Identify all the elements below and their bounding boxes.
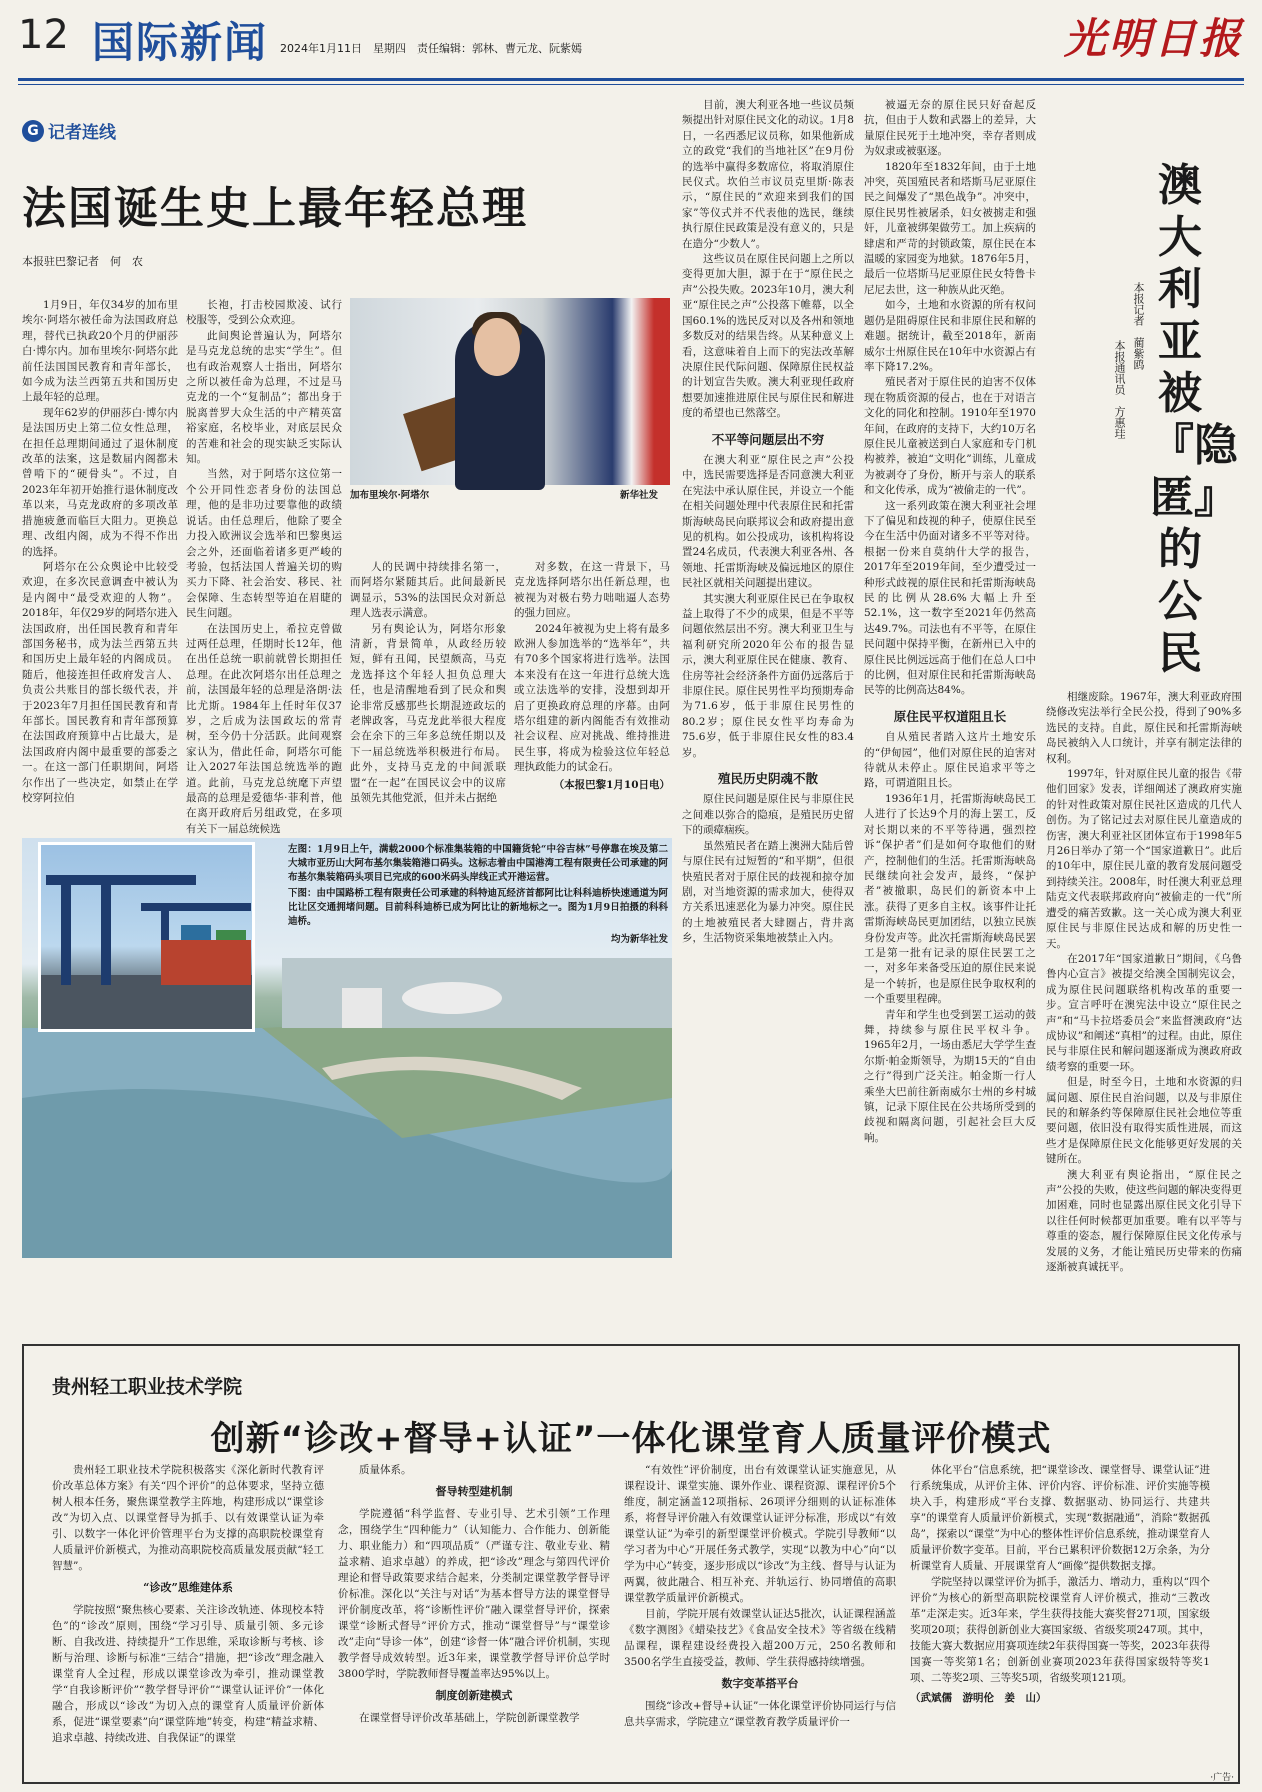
g-logo-icon: G	[22, 120, 44, 142]
paragraph: 1月9日，年仅34岁的加布里埃尔·阿塔尔被任命为法国政府总理，替代已执政20个月的伊丽莎白·博尔内。加布里埃尔·阿塔尔此前任法国国民教育和青年部长，如今成为法兰西第五共和国历史上最年轻的总理。	[22, 299, 178, 404]
paragraph: 虽然殖民者在踏上澳洲大陆后曾与原住民有过短暂的“和平期”，但很快殖民者对于原住民的歧视和掠夺加剧，对当地资源的需求加大，使得双方关系迅速恶化为暴力冲突。原住民的土地被殖民者大肆圈占，背井离乡，生活物资采集地被禁止入内。	[682, 839, 854, 945]
port-inset-photo	[38, 842, 255, 1032]
paragraph: 这一系列政策在澳大利亚社会埋下了偏见和歧视的种子，使原住民至今在生活中仍面对诸多不平等对待。根据一份来自莫纳什大学的报告，2017年至2019年间，至少遭受过一种形式歧视的原住民和托雷斯海峡岛民的比例从28.6%大幅上升至52.1%，这一数字至2021年仍然高达49.7%。司法也有不平等，在原住民问题中保持平衡，在新州已入中的原住民比例远远高于他们在总人口中的比例，但对原住民和托雷斯海峡岛民等的比例高达84%。	[864, 499, 1036, 697]
paragraph: 原住民问题是原住民与非原住民之间难以弥合的隐痕，是殖民历史留下的顽瘴痼疾。	[682, 793, 854, 837]
newspaper-logo: 光明日报	[1063, 14, 1244, 63]
caption-below: 下图：由中国路桥工程有限责任公司承建的科特迪瓦经济首都阿比让科科迪桥快速通道为阿比让区交通拥堵问题。目前科科迪桥已成为阿比让的新地标之一。图为1月9日拍摄的科科迪桥。	[288, 888, 669, 927]
ad-school-name: 贵州轻工职业技术学院	[52, 1376, 243, 1398]
article1-column-1	[22, 298, 178, 828]
subheading-colonial: 殖民历史阴魂不散	[717, 771, 818, 787]
ad-headline: 创新“诊改+督导+认证”一体化课堂育人质量评价模式	[210, 1419, 1052, 1459]
paragraph: 长袍，打击校园欺凌、试行校服等，受到公众欢迎。	[186, 299, 342, 327]
article1-column-2	[186, 298, 342, 835]
paragraph: 另有舆论认为，阿塔尔形象清新，背景简单，从政经历较短，鲜有丑闻，民望颇高，马克龙选择这个年轻人担负总理大任，也是清醒地看到了民众和舆论非常反感那些长期混迹政坛的老牌政客，马克龙此举很大程度会在余下的三年多总统任期以及下一届总统选举积极进行布局。此外，支持马克龙的中间派联盟“在一起”在国民议会中的议席虽领先其他党派，但并未占据绝	[350, 622, 506, 805]
paragraph: 对多数，在这一背景下，马克龙选择阿塔尔出任新总理，也被视为对极右势力咄咄逼人态势的强力回应。	[514, 561, 670, 620]
photo-credit: 新华社发	[620, 490, 659, 501]
paragraph: 学院遵循“科学监督、专业引导、艺术引领”工作理念，围绕学生“四种能力”（认知能力、合作能力、创新能力、职业能力）和“四项品质”（严谨专注、敬业专业、精益求精、追求卓越）的养成，把“诊改”理念与第四代评价理论和督导政策要求结合起来，分类制定课堂教学督导评价标准。深化以“关注与对话”为基本督导方法的课堂督导评价制度改革，将“诊断性评价”融入课堂督导评价，探索课堂“诊断式督导”评价方式，推动“课堂督导”与“课堂诊改”走向“导诊一体”，创建“诊督一体”融合评价机制，实现教学督导成效转型。近3年来，课堂教学督导评价总学时3800学时，学院教师督导覆盖率达95%以上。	[338, 1508, 610, 1680]
paragraph: “有效性”评价制度，出台有效课堂认证实施意见，从课程设计、课堂实施、课外作业、课程资源、课程评价5个维度，制定涵盖12项指标、26项评分细则的认证标准体系，将督导评价融入有效课堂认证评分标准，形成以“有效课堂认证”为牵引的新型课堂评价模式。学院引导教师“以学习者为中心”开展任务式教学，实现“以教为中心”向“以学为中心”转变，逐步形成以“诊改”为主线、督导与认证为两翼，彼此融合、相互补充、并轨运行、协同增值的高职课堂教学质量评价新模式。	[624, 1464, 896, 1604]
ad-column-1	[52, 1462, 324, 1772]
article2-byline-1: 本报记者 蔺紫鸥	[1132, 282, 1145, 370]
paragraph: 现年62岁的伊丽莎白·博尔内是法国历史上第二位女性总理，在担任总理期间通过了退休制度改革的法案，这是数届内阁都未曾啃下的“硬骨头”。不过，自2023年年初开始推行退休制度改革以来，马克龙政府的多项改革措施疲惫而临巨大阻力。更换总理、改组内阁，成为不得不作出的选择。	[22, 406, 178, 558]
subheading-inequality: 不平等问题层出不穷	[711, 431, 825, 447]
paragraph: 如今，土地和水资源的所有权问题仍是阻碍原住民和非原住民和解的难题。据统计，截至2018年，新南威尔士州原住民在10年中水资源占有率下降17.2%。	[864, 299, 1036, 373]
article-dateline: （本报巴黎1月10日电）	[553, 778, 670, 791]
article2-column-b	[864, 98, 1036, 1328]
ad-mark: ·广告·	[1210, 1773, 1234, 1783]
article-headline: 法国诞生史上最年轻总理	[22, 183, 528, 234]
paragraph: 质量体系。	[359, 1464, 412, 1476]
person-face	[474, 318, 520, 376]
paragraph: 但是，时至今日，土地和水资源的归属问题、原住民自治问题，以及与非原住民的和解条约等保障原住民社会地位等重要问题，依旧没有取得实质性进展，而这些才是保障原住民文化能够更好发展的关键所在。	[1046, 1076, 1242, 1166]
paragraph: 学院按照“聚焦核心要素、关注诊改轨迹、体现校本特色”的“诊改”原则，围绕“学习引导、质量引领、多元诊断、自我改进、持续提升”工作思维，采取诊断与考核、诊断与治理、诊断与标准“三结合”措施，把“诊改”理念融入课堂育人全过程，形成以课堂诊改为牵引，推动课堂教学“自我诊断评价”“教学督导评价”“课堂认证评价”一体化融合，形成以“诊改”为切入点的课堂育人质量评价新体系，促进“课堂要素”向“课堂阵地”转变，构建“精益求精、追求卓越、持续改进、自我保证”的课堂	[52, 1604, 324, 1744]
paragraph: 目前，澳大利亚各地一些议员频频提出针对原住民文化的动议。1月8日，一名西悉尼议员称，如果他新成立的政党“我们的当地社区”在9月份的选举中赢得多数席位，将取消原住民仪式。坎伯兰市议员克里斯·陈表示，“原住民的”欢迎来到我们的国家”等仪式并不代表他的选民，继续执行原住民政策是没有意义的，只是在造分“少数人”。	[682, 99, 854, 250]
subheading-equality: 原住民平权道阻且长	[893, 708, 1007, 724]
article2-column-c	[1046, 690, 1242, 1330]
page-number: 12	[18, 12, 69, 58]
column-tag-label: 记者连线	[48, 123, 116, 143]
ad-sub-4: 数字变革搭平台	[721, 1677, 799, 1690]
ad-sub-2: 督导转型建机制	[435, 1485, 513, 1498]
paragraph: 这些议员在原住民问题上之所以变得更加大胆，源于在于“原住民之声”公投失败。2023年10月，澳大利亚“原住民之声”公投落下帷幕，以全国60.1%的选民反对以及各州和领地多数反对的结果告终。从某种意义上看，这意味着自上而下的宪法改革解决原住民代际问题、保障原住民权益的计划宣告失败。澳大利亚现任政府想要加速推进原住民与原住民和解进度的希望也已然落空。	[682, 253, 854, 420]
paragraph: 自从殖民者踏入这片土地安乐的“伊甸园”，他们对原住民的迫害对待就从未停止。原住民追求平等之路，可谓道阻且长。	[864, 731, 1036, 790]
paragraph: 体化平台”信息系统，把“课堂诊改、课堂督导、课堂认证”进行系统集成，从评价主体、评价内容、评价标准、评价实施等模块入手，构建形成“平台支撑、数据驱动、协同运行、共建共享”的课堂育人质量评价新模式，实现“数据融通”，消除“数据孤岛”，探索以“课堂”为中心的整体性评价信息系统，推动课堂育人质量评价数字变革。目前，平台已累积评价数据12万余条，为分析课堂育人质量、开展课堂育人“画像”提供数据支撑。	[910, 1464, 1210, 1572]
paragraph: 1936年1月，托雷斯海峡岛民工人进行了长达9个月的海上罢工，反对长期以来的不平等待遇，强烈控诉“保护者”们是如何夺取他们的财产，控制他们的生活。托雷斯海峡岛民继续向社会发声，最终，“保护者”被撤职，岛民们的新资本中上涨。获得了更多自主权。该事件让托雷斯海峡岛民更加团结，以独立民族身份发声等。此次托雷斯海峡岛民罢工是第一批有记录的原住民罢工之一，对多年来备受压迫的原住民来说是一个转折，也是原住民争取权利的一个重要里程碑。	[864, 792, 1036, 1006]
paragraph: 殖民者对于原住民的迫害不仅体现在物质资源的侵占，也在于对语言文化的同化和控制。1910年至1970年间，在政府的支持下，大约10万名原住民儿童被送到白人家庭和专门机构被养，被迫“文明化”训练，儿童成为被剥夺了身份，断开与亲人的联系和文化传承，成为“被偷走的一代”。	[864, 376, 1036, 497]
article2-byline-2: 本报通讯员 方惠珪	[1113, 340, 1126, 439]
ad-column-2	[338, 1462, 610, 1772]
paragraph: 相继废除。1967年，澳大利亚政府围绕修改宪法举行全民公投，得到了90%多选民的支持。自此，原住民和托雷斯海峡岛民被纳入人口统计，并享有制定法律的权利。	[1046, 691, 1242, 765]
paragraph: 被逼无奈的原住民只好奋起反抗，但由于人数和武器上的差异，大量原住民死于土地冲突，幸存者则成为奴隶或被驱逐。	[864, 99, 1036, 158]
paragraph: 1820年至1832年间，由于土地冲突，英国殖民者和塔斯马尼亚原住民之间爆发了“黑色战争”。冲突中，原住民男性被屠杀，妇女被掳走和强奸，儿童被绑架做劳工。加上疾病的肆虐和严苛的封锁政策，原住民在本温暖的家园变为地狱。1876年5月，最后一位塔斯马尼亚原住民女特鲁卡尼尼去世，这一种族从此灭绝。	[864, 160, 1036, 296]
paragraph: 其实澳大利亚原住民已在争取权益上取得了不少的成果，但是不平等问题依然层出不穷。澳大利亚卫生与福利研究所2020年公布的报告显示，澳大利亚原住民在健康、教育、住房等社会经济条件方面仍远落后于非原住民。原住民男性平均预期寿命为71.6岁，低于非原住民男性的80.2岁；原住民女性平均寿命为75.6岁，低于非原住民女性的83.4岁。	[682, 592, 854, 759]
header-rule	[18, 78, 1244, 81]
paragraph: 在澳大利亚“原住民之声”公投中，选民需要选择是否同意澳大利亚在宪法中承认原住民，并设立一个能在相关问题处理中代表原住民和托雷斯海峡岛民向联邦议会和政府提出意见的机构。如公投成功，该机构将设置24名成员，代表澳大利亚各州、各领地、托雷斯海峡及偏远地区的原住民社区就相关问题提出建议。	[682, 453, 854, 590]
article-byline: 本报驻巴黎记者 何 农	[22, 255, 143, 268]
article2-column-a	[682, 98, 854, 1328]
section-title: 国际新闻	[92, 18, 269, 67]
header-rule-thin	[18, 84, 1244, 85]
article1-column-3	[350, 560, 506, 828]
article1-column-4	[514, 560, 670, 828]
paragraph: 阿塔尔在公众舆论中比较受欢迎，在多次民意调查中被认为是内阁中“最受欢迎的人物”。2018年，年仅29岁的阿塔尔进入法国政府，出任国民教育和青年部国务秘书，成为法兰西第五共和国历史上最年轻的内阁成员。随后，他接连担任政府发言人、负责公共账目的部长级代表，并于2023年7月担任国民教育和青年部长。国民教育和青年部预算在法国政府预算中占比最大，是法国政府内阁中最重要的部委之一。在这一部门任职期间，阿塔尔作出了一些决定，如禁止在学校穿阿拉伯	[22, 560, 178, 804]
paragraph: 目前，学院开展有效课堂认证达5批次，认证课程涵盖《数字测图》《蜡染技艺》《食品安全技术》等省级在线精品课程，课程建设经费投入超200万元，250名教师和3500名学生直接受益，教师、学生获得感持续增强。	[624, 1608, 896, 1668]
paragraph: 学院坚持以课堂评价为抓手，激活力、增动力，重构以“四个评价”为核心的新型高职院校课堂育人评价模式，推动“三教改革”走深走实。近3年来，学生获得技能大赛奖督271项，国家级奖项20项；获得创新创业大赛国家级、省级奖项247项。其中，技能大赛大数据应用赛项连续2年获得国赛一等奖，2023年获得国赛一等奖第1名；创新创业赛项2023年获得国家级特等奖1项、二等奖2项、三等奖5项，省级奖项121项。	[910, 1576, 1210, 1684]
paragraph: 贵州轻工职业技术学院积极落实《深化新时代教育评价改革总体方案》有关“四个评价”的总体要求，坚持立德树人根本任务，聚焦课堂教学主阵地，构建形成以“课堂诊改”为切入点、以课堂督导为抓手、以有效课堂认证为牵引、以数字一体化评价管理平台为支撑的高职院校课堂育人质量评价新模式，为推动高职院校高质量发展贡献“轻工智慧”。	[52, 1464, 324, 1572]
caption-left: 左图：1月9日上午，满载2000个标准集装箱的中国籍货轮“中谷吉林”号停靠在埃及第二大城市亚历山大阿布基尔集装箱港口码头。这标志着由中国港湾工程有限责任公司承建的阿布基尔集装箱码头项目已完成的600米码头岸线正式开港运营。	[288, 844, 669, 883]
portrait-photo	[350, 298, 670, 485]
port-cranes	[41, 845, 252, 1029]
paragraph: 澳大利亚有舆论指出，“原住民之声”公投的失败，使这些问题的解决变得更加困难，同时也显露出原住民文化引导下以往任何时候都更加重要。唯有以平等与尊重的姿态，履行保障原住民文化传承与发展的义务，才能让殖民历史带来的伤痛逐渐被真诚抚平。	[1046, 1168, 1242, 1274]
paragraph: 在法国历史上，希拉克曾做过两任总理，任期时长12年，他在出任总统一职前就曾长期担任总理。在此次阿塔尔出任总理之前，法国最年轻的总理是洛朗·法比尤斯。1984年上任时年仅37岁，之后成为法国政坛的常青树，至今仍十分活跃。此间观察家认为，借此任命，阿塔尔可能让入2027年法国总统选举的跑道。此前，马克龙总统麾下声望最高的总理是爱德华·菲利普，他在离开政府后另组政党，在多项有关下一届总统候选	[186, 622, 342, 835]
caption-credit: 均为新华社发	[610, 934, 668, 945]
column-tag	[22, 118, 116, 143]
paragraph: 2024年被视为史上将有最多欧洲人参加选举的“选举年”，共有70多个国家将进行选举。法国本来没有在这一年进行总统大选或立法选举的安排，没想到却开启了更换政府总理的序幕。由阿塔尔组建的新内阁能否有效推动社会议程、应对挑战、维持推进民生事，将成为检验这位年轻总理执政能力的试金石。	[514, 622, 670, 774]
paragraph: 1997年，针对原住民儿童的报告《带他们回家》发表，详细阐述了澳政府实施的针对性政策对原住民社区造成的几代人创伤。为了铭记过去对原住民儿童造成的伤害，澳大利亚社区团体宣布于1998年5月26日举办了第一个“国家道歉日”。此后的10年中，原住民儿童的教育发展问题受到持续关注。2008年，时任澳大利亚总理陆克文代表联邦政府向“被偷走的一代”所遭受的痛苦致歉。这一关心成为澳大利亚原住民与非原住民达成和解的历史性一天。	[1046, 768, 1242, 950]
ad-sub-3: 制度创新建模式	[435, 1689, 513, 1702]
paragraph: 在2017年“国家道歉日”期间，《乌鲁鲁内心宣言》被提交给澳全国制宪议会，成为原住民问题联络机构改革的重要一步。宣言呼吁在澳宪法中设立“原住民之声”和“马卡拉塔委员会”来监督澳政府“达成协议”和阐述“真相”的过程。由此，原住民与非原住民和解问题逐渐成为澳政府政绩考察的重要一环。	[1046, 952, 1242, 1073]
paragraph: 当然，对于阿塔尔这位第一个公开同性恋者身份的法国总理，他的是非功过要靠他的政绩说话。由任总理后，他除了要全力投入欧洲议会选举和巴黎奥运会之外，还面临着诸多更严峻的考验，包括法国人普遍关切的购买力下降、社会治安、移民、社会保障、生态转型等迫在眉睫的民生问题。	[186, 468, 342, 620]
ad-signature: （武斌儒 游明伦 姜 山）	[910, 1692, 1047, 1704]
paragraph: 此间舆论普遍认为，阿塔尔是马克龙总统的忠实“学生”。但也有政治观察人士指出，阿塔尔之所以被任命为总理，不过是马克龙的一个“复制品”；都出身于脱离普罗大众生活的中产精英富裕家庭，名校毕业，对底层民众的苦难和社会的现实缺乏实际认知。	[186, 329, 342, 466]
photo-captions	[288, 843, 668, 947]
paragraph: 在课堂督导评价改革基础上，学院创新课堂教学	[359, 1712, 580, 1724]
paragraph: 人的民调中持续排名第一，而阿塔尔紧随其后。此间最新民调显示，53%的法国民众对新总理人选表示满意。	[350, 561, 506, 620]
ad-column-4	[910, 1462, 1210, 1772]
article2-headline: 澳大利亚被『隐匿』的公民	[1150, 160, 1238, 679]
photo-caption: 加布里埃尔·阿塔尔	[350, 490, 430, 501]
paragraph: 青年和学生也受到罢工运动的鼓舞，持续参与原住民平权斗争。1965年2月，一场由悉尼大学学生查尔斯·帕金斯领导，为期15天的“自由之行”得到广泛关注。帕金斯一行人乘坐大巴前往新南威尔士州的乡村城镇，记录下原住民在公共场所受到的歧视和隔离问题，引起社会巨大反响。	[864, 1008, 1036, 1144]
ad-sub-1: “诊改”思维建体系	[143, 1581, 233, 1594]
paragraph: 围绕“诊改+督导+认证”一体化课堂评价协同运行与信息共享需求，学院建立“课堂教育教学质量评价一	[624, 1700, 896, 1728]
issue-date: 2024年1月11日 星期四 责任编辑：郭林、曹元龙、阮紫嫣	[280, 42, 582, 55]
ad-column-3	[624, 1462, 896, 1772]
